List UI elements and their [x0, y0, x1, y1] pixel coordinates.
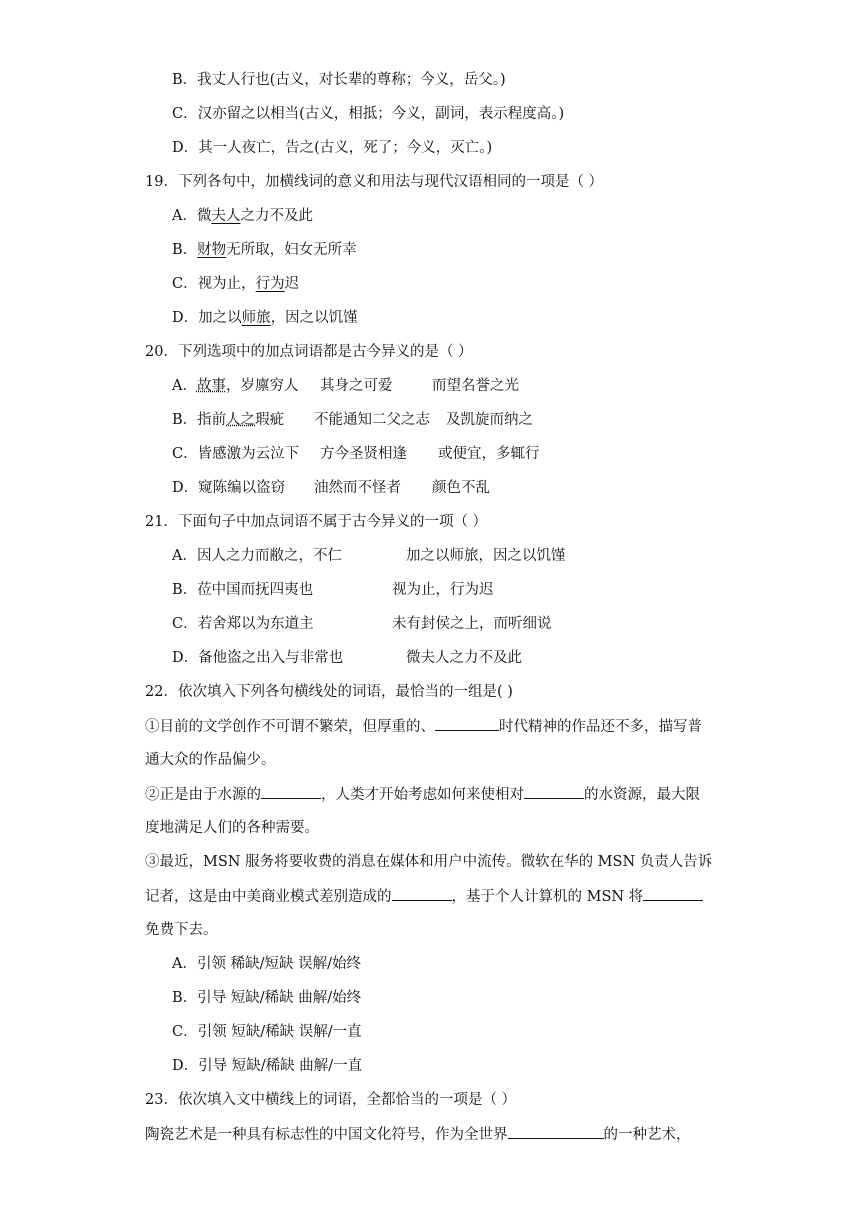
q22-sentence-1-cont: 通大众的作品偏少。: [145, 752, 276, 768]
q20-a-part1: A．故事，岁廪穷人: [172, 378, 299, 394]
fill-blank: [508, 1123, 604, 1139]
option-line-c: C．汉亦留之以相当(古义，相抵；今义，副词，表示程度高。): [172, 106, 565, 122]
fill-blank: [261, 783, 321, 799]
underlined-word: 师旅: [241, 310, 271, 326]
underlined-word: 行为: [255, 276, 285, 292]
question-23-stem: 23．依次填入文中横线上的词语，全都恰当的一项是（ ）: [145, 1092, 517, 1108]
q21-d-part2: 微夫人之力不及此: [406, 650, 522, 666]
q20-d-part2: 油然而不怪者: [314, 480, 401, 496]
q21-b-part2: 视为止，行为迟: [392, 582, 494, 598]
q20-b-part1: B．指前人之瑕疵: [172, 412, 285, 428]
question-20-stem: 20．下列选项中的加点词语都是古今异义的是（ ）: [145, 344, 473, 360]
q22-sentence-2: ②正是由于水源的 ，人类才开始考虑如何来使相对 的水资源，最大限: [145, 783, 700, 806]
q20-a-part2: 其身之可爱: [320, 378, 393, 394]
option-line-d: D．其一人夜亡，告之(古义，死了；今义，灭亡。): [172, 140, 493, 156]
q22-sentence-1: ①目前的文学创作不可谓不繁荣，但厚重的、 时代精神的作品还不多，描写普: [145, 715, 702, 738]
q19-option-b: B．财物无所取，妇女无所幸: [172, 242, 357, 258]
fill-blank: [643, 885, 703, 901]
q21-c-part1: C．若舍郑以为东道主: [172, 616, 314, 632]
q22-option-d: D．引导 短缺/稀缺 曲解/一直: [172, 1058, 363, 1074]
fill-blank: [435, 715, 499, 731]
fill-blank: [524, 783, 584, 799]
q19-option-a: A．微夫人之力不及此: [172, 208, 313, 224]
q20-c-part3: 或便宜，多辄行: [438, 446, 540, 462]
q21-c-part2: 未有封侯之上，而听细说: [392, 616, 552, 632]
q21-a-part1: A．因人之力而敝之，不仁: [172, 548, 342, 564]
q22-sentence-3-cont: 记者，这是由中美商业模式差别造成的 ，基于个人计算机的 MSN 将: [145, 885, 703, 908]
q21-d-part1: D．备他盗之出入与非常也: [172, 650, 344, 666]
q19-option-d: D．加之以师旅，因之以饥馑: [172, 310, 358, 326]
q22-sentence-3: ③最近，MSN 服务将要收费的消息在媒体和用户中流传。微软在华的 MSN 负责人告诉: [145, 854, 713, 870]
question-19-stem: 19．下列各句中，加横线词的意义和用法与现代汉语相同的一项是（ ）: [145, 174, 604, 190]
q21-b-part1: B．莅中国而抚四夷也: [172, 582, 314, 598]
q23-passage: 陶瓷艺术是一种具有标志性的中国文化符号，作为全世界 的一种艺术，: [145, 1123, 691, 1146]
q20-d-part3: 颜色不乱: [432, 480, 490, 496]
q20-b-part2: 不能通知二父之志: [314, 412, 430, 428]
q20-c-part1: C．皆感激为云泣下: [172, 446, 300, 462]
q20-a-part3: 而望名誉之光: [432, 378, 519, 394]
underlined-word: 财物: [197, 242, 227, 258]
fill-blank: [392, 885, 452, 901]
q21-a-part2: 加之以师旅，因之以饥馑: [406, 548, 566, 564]
q20-d-part1: D．窥陈编以盗窃: [172, 480, 286, 496]
q22-sentence-2-cont: 度地满足人们的各种需要。: [145, 820, 319, 836]
q22-option-c: C．引领 短缺/稀缺 误解/一直: [172, 1024, 362, 1040]
q22-option-a: A．引领 稀缺/短缺 误解/始终: [172, 956, 361, 972]
question-21-stem: 21．下面句子中加点词语不属于古今异义的一项（ ）: [145, 514, 488, 530]
q20-b-part3: 及凯旋而纳之: [446, 412, 533, 428]
option-line-b: B．我丈人行也(古义，对长辈的尊称；今义，岳父。): [172, 72, 506, 88]
q19-option-c: C．视为止，行为迟: [172, 276, 300, 292]
q20-c-part2: 方今圣贤相逢: [320, 446, 407, 462]
underlined-word: 夫人: [211, 208, 241, 224]
q22-sentence-3-end: 免费下去。: [145, 922, 218, 938]
q22-option-b: B．引导 短缺/稀缺 曲解/始终: [172, 990, 362, 1006]
question-22-stem: 22．依次填入下列各句横线处的词语，最恰当的一组是( ): [145, 684, 513, 700]
